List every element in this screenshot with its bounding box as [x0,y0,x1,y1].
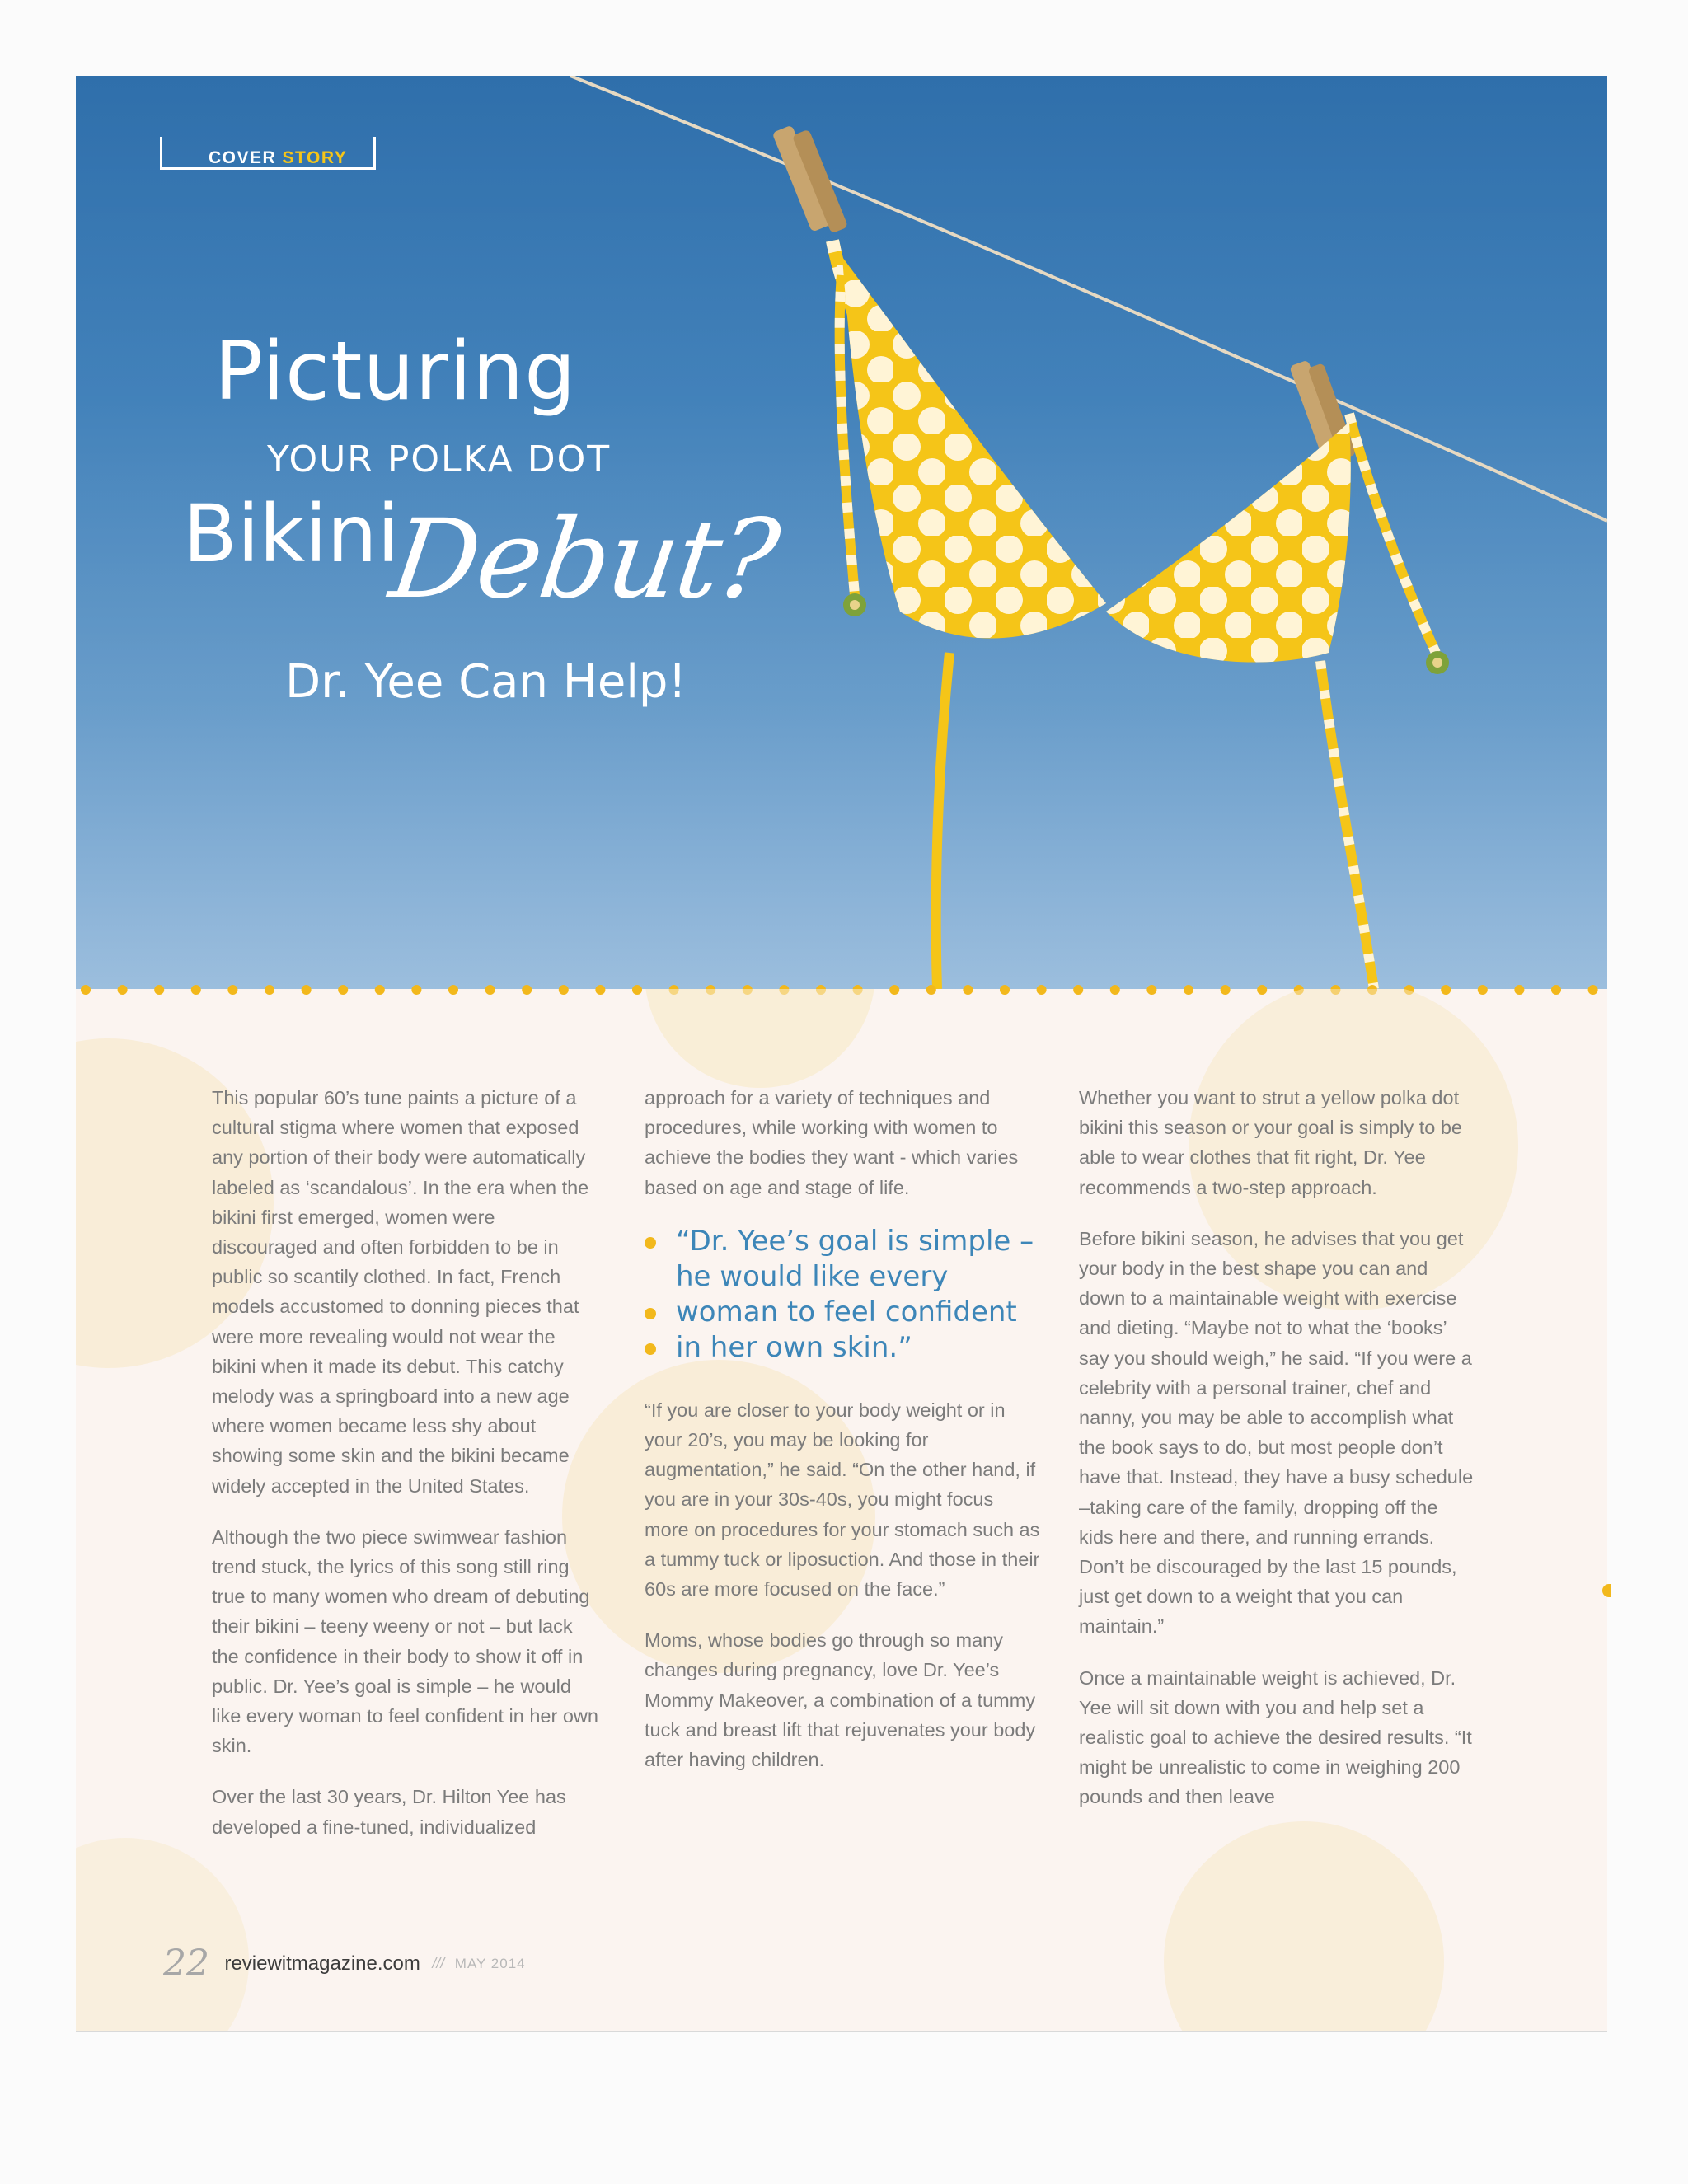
paragraph: Moms, whose bodies go through so many changes during pregnancy, love Dr. Yee’s Mommy Makeover, a combination of a tummy tuck and breast lift that rejuvenates your body after having children. [645,1629,1036,1771]
paragraph: Before bikini season, he advises that you get your body in the best shape you can and down to a maintainable weight with exercise and dieting. “Maybe not to what the ‘books’ say you should weigh,” he said. “If you were a celebrity with a personal trainer, chef and nanny, you may be able to accomplish what the book says to do, but most people don’t have that. Instead, they have a busy schedule –taking care of the family, dropping off the kids here and there, and running errands. Don’t be discouraged by the last 15 pounds, just get down to a weight that you can maintain.” [1079,1227,1474,1638]
page-footer [163,1943,526,1985]
footer-separator: /// [432,1955,445,1971]
bullet-dot-icon [645,1237,656,1249]
paragraph: approach for a variety of techniques and procedures, while working with women to achieve the bodies they want - which varies based on age and stage of life. [645,1087,1019,1198]
section-label: COVER STORY [209,148,348,167]
pull-quote [645,1224,1040,1366]
paragraph: This popular 60’s tune paints a picture of a cultural stigma where women that exposed any portion of their body were automatically labeled as ‘scandalous’. In the era when the bikini first emerged, women were discouraged and often forbidden to be in public so scantily clothed. In fact, French models accustomed to donning pieces that were more revealing would not wear the bikini when it made its debut. This catchy melody was a springboard into a new age where women became less shy about showing some skin and the bikini became widely accepted in the United States. [212,1087,589,1497]
article-column-2 [645,1083,1040,1796]
paragraph: Whether you want to strut a yellow polka dot bikini this season or your goal is simply to be able to wear clothes that fit right, Dr. Yee recommends a two-step approach. [1079,1087,1462,1198]
bullet-dot-icon [645,1308,656,1319]
paragraph: Although the two piece swimwear fashion trend stuck, the lyrics of this song still ring true to many women who dream of debuting their bikini – teeny weeny or not – but lack the confidence in their body to show it off in public. Dr. Yee’s goal is simple – he would like every woman to feel confident in her own skin. [212,1526,598,1757]
headline-debut: Debut? [383,496,785,623]
page-number: 22 [163,1943,209,1985]
article-column-1 [212,1083,599,1863]
headline-your-polka-dot: YOUR POLKA DOT [267,438,612,480]
headline-bikini: Bikini [183,488,400,580]
section-label-frame [160,142,376,170]
headline-picturing: Picturing [214,325,577,419]
issue-date: MAY 2014 [454,1955,526,1971]
website-link[interactable]: reviewitmagazine.com [224,1952,420,1975]
pull-quote-text: “Dr. Yee’s goal is simple – he would like every woman to feel confident in her own skin.” [676,1224,1034,1364]
article-column-3 [1079,1083,1475,1834]
hero-photo [76,76,1607,989]
paragraph: Over the last 30 years, Dr. Hilton Yee has developed a fine-tuned, individualized [212,1786,566,1838]
edge-dot-icon [1602,1584,1611,1597]
paragraph: “If you are closer to your body weight or in your 20’s, you may be looking for augmentation,” he said. “On the other hand, if you are in your 30s-40s, you might focus more on procedures for your stomach such as a tummy tuck or liposuction. And those in their 60s are more focused on the face.” [645,1399,1040,1601]
paragraph: Once a maintainable weight is achieved, Dr. Yee will sit down with you and help set a realistic goal to achieve the desired results. “It might be unrealistic to come in weighing 200 pounds and then leave [1079,1666,1472,1808]
page-bottom-edge [76,2031,1607,2032]
headline-dr-yee-can-help: Dr. Yee Can Help! [285,655,687,709]
magazine-page [76,76,1607,2032]
bullet-dot-icon [645,1343,656,1355]
